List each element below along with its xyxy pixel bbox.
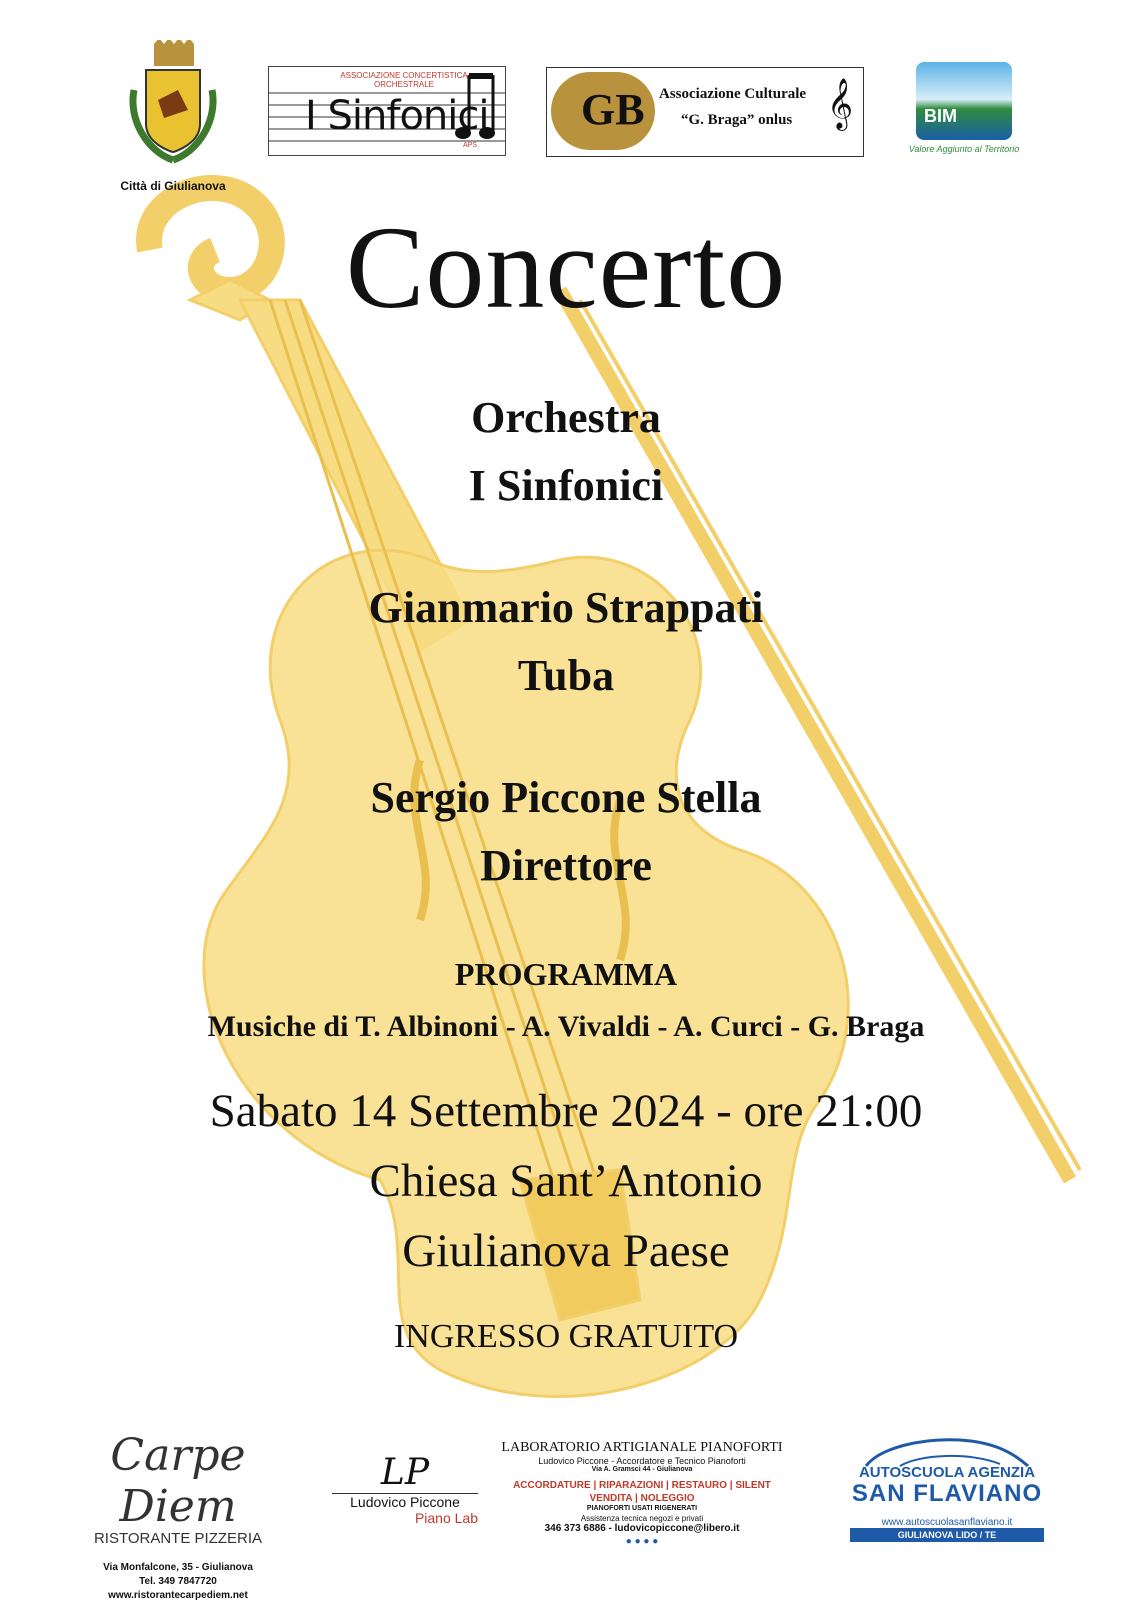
page-title: Concerto <box>345 202 787 333</box>
autoscuola-location: GIULIANOVA LIDO / TE <box>850 1528 1044 1542</box>
city-of-giulianova-logo <box>118 40 228 193</box>
car-outline-icon <box>860 1432 1034 1472</box>
lp-name: Ludovico Piccone <box>332 1493 478 1510</box>
ensemble-line2: I Sinfonici <box>468 461 664 510</box>
bim-name: BIM <box>924 106 957 126</box>
lab-address: Via A. Gramsci 44 - Giulianova <box>591 1466 693 1473</box>
autoscuola-line2: SAN FLAVIANO <box>851 1480 1043 1507</box>
lab-owner: Ludovico Piccone - Accordatore e Tecnico Pianoforti <box>538 1456 746 1466</box>
soloist-role: Tuba <box>517 651 615 700</box>
soloist-block <box>0 574 1132 710</box>
lab-used-pianos: PIANOFORTI USATI RIGENERATI <box>586 1505 698 1512</box>
programma-label: PROGRAMMA <box>454 956 678 992</box>
carpe-diem-logo: Carpe Diem <box>110 1430 246 1532</box>
braga-monogram-icon: GB <box>581 85 645 134</box>
autoscuola-website: www.autoscuolasanflaviano.it <box>881 1517 1013 1528</box>
braga-monogram-badge <box>551 72 655 150</box>
autoscuola-line1: AUTOSCUOLA AGENZIA <box>858 1464 1036 1481</box>
associazione-braga-logo <box>546 67 864 157</box>
bim-teramo-logo <box>904 62 1024 162</box>
lab-contact: 346 373 6886 - ludovicopiccone@libero.it <box>544 1523 740 1534</box>
lab-services2: VENDITA | NOLEGGIO <box>589 1493 695 1504</box>
carpe-diem-website: www.ristorantecarpediem.net <box>108 1590 248 1601</box>
bim-tagline: Valore Aggiunto al Territorio <box>908 144 1020 154</box>
carpe-diem-address: Via Monfalcone, 35 - Giulianova <box>103 1562 253 1573</box>
lab-services1: ACCORDATURE | RIPARAZIONI | RESTAURO | SILENT <box>513 1480 771 1491</box>
sinfonici-association-label: ASSOCIAZIONE CONCERTISTICA ORCHESTRALE <box>340 71 468 89</box>
city-coat-of-arms-icon <box>128 40 218 170</box>
conductor-name: Sergio Piccone Stella <box>370 773 762 822</box>
braga-line1: Associazione Culturale <box>659 86 807 102</box>
sinfonici-aps: APS <box>462 142 477 149</box>
conductor-block <box>0 764 1132 900</box>
lab-title: LABORATORIO ARTIGIANALE PIANOFORTI <box>501 1440 783 1455</box>
soloist-name: Gianmario Strappati <box>368 583 764 632</box>
lp-subtitle: Piano Lab <box>414 1510 478 1526</box>
ensemble-block <box>0 384 1132 520</box>
treble-clef-icon: 𝄞 <box>826 78 853 129</box>
event-venue: Chiesa Sant’Antonio <box>369 1155 763 1207</box>
lp-monogram: LP <box>380 1452 430 1493</box>
carpe-diem-phone: Tel. 349 7847720 <box>139 1576 217 1587</box>
bim-mountain-icon <box>916 62 1012 140</box>
event-date-time: Sabato 14 Settembre 2024 - ore 21:00 <box>209 1085 923 1137</box>
programma-text: Musiche di T. Albinoni - A. Vivaldi - A. Curci - G. Braga <box>207 1010 925 1043</box>
sponsor-laboratorio-pianoforti <box>494 1440 790 1570</box>
lab-assistance: Assistenza tecnica negozi e privati <box>580 1514 704 1523</box>
i-sinfonici-logo <box>268 66 506 156</box>
admission-label: INGRESSO GRATUITO <box>393 1318 739 1355</box>
sponsor-carpe-diem <box>58 1430 298 1601</box>
social-icons: ● ● ● ● <box>625 1536 659 1547</box>
event-place: Giulianova Paese <box>402 1225 730 1277</box>
conductor-role: Direttore <box>480 841 652 890</box>
sinfonici-name: I Sinfonici <box>305 93 489 139</box>
carpe-diem-subtitle: RISTORANTE PIZZERIA <box>93 1530 263 1547</box>
city-caption: Città di Giulianova <box>120 179 226 193</box>
sponsor-piano-lab <box>332 1452 478 1552</box>
ensemble-line1: Orchestra <box>471 393 661 442</box>
braga-line2: “G. Braga” onlus <box>681 112 793 128</box>
event-details <box>0 1076 1132 1286</box>
sponsor-autoscuola-san-flaviano <box>850 1422 1044 1582</box>
